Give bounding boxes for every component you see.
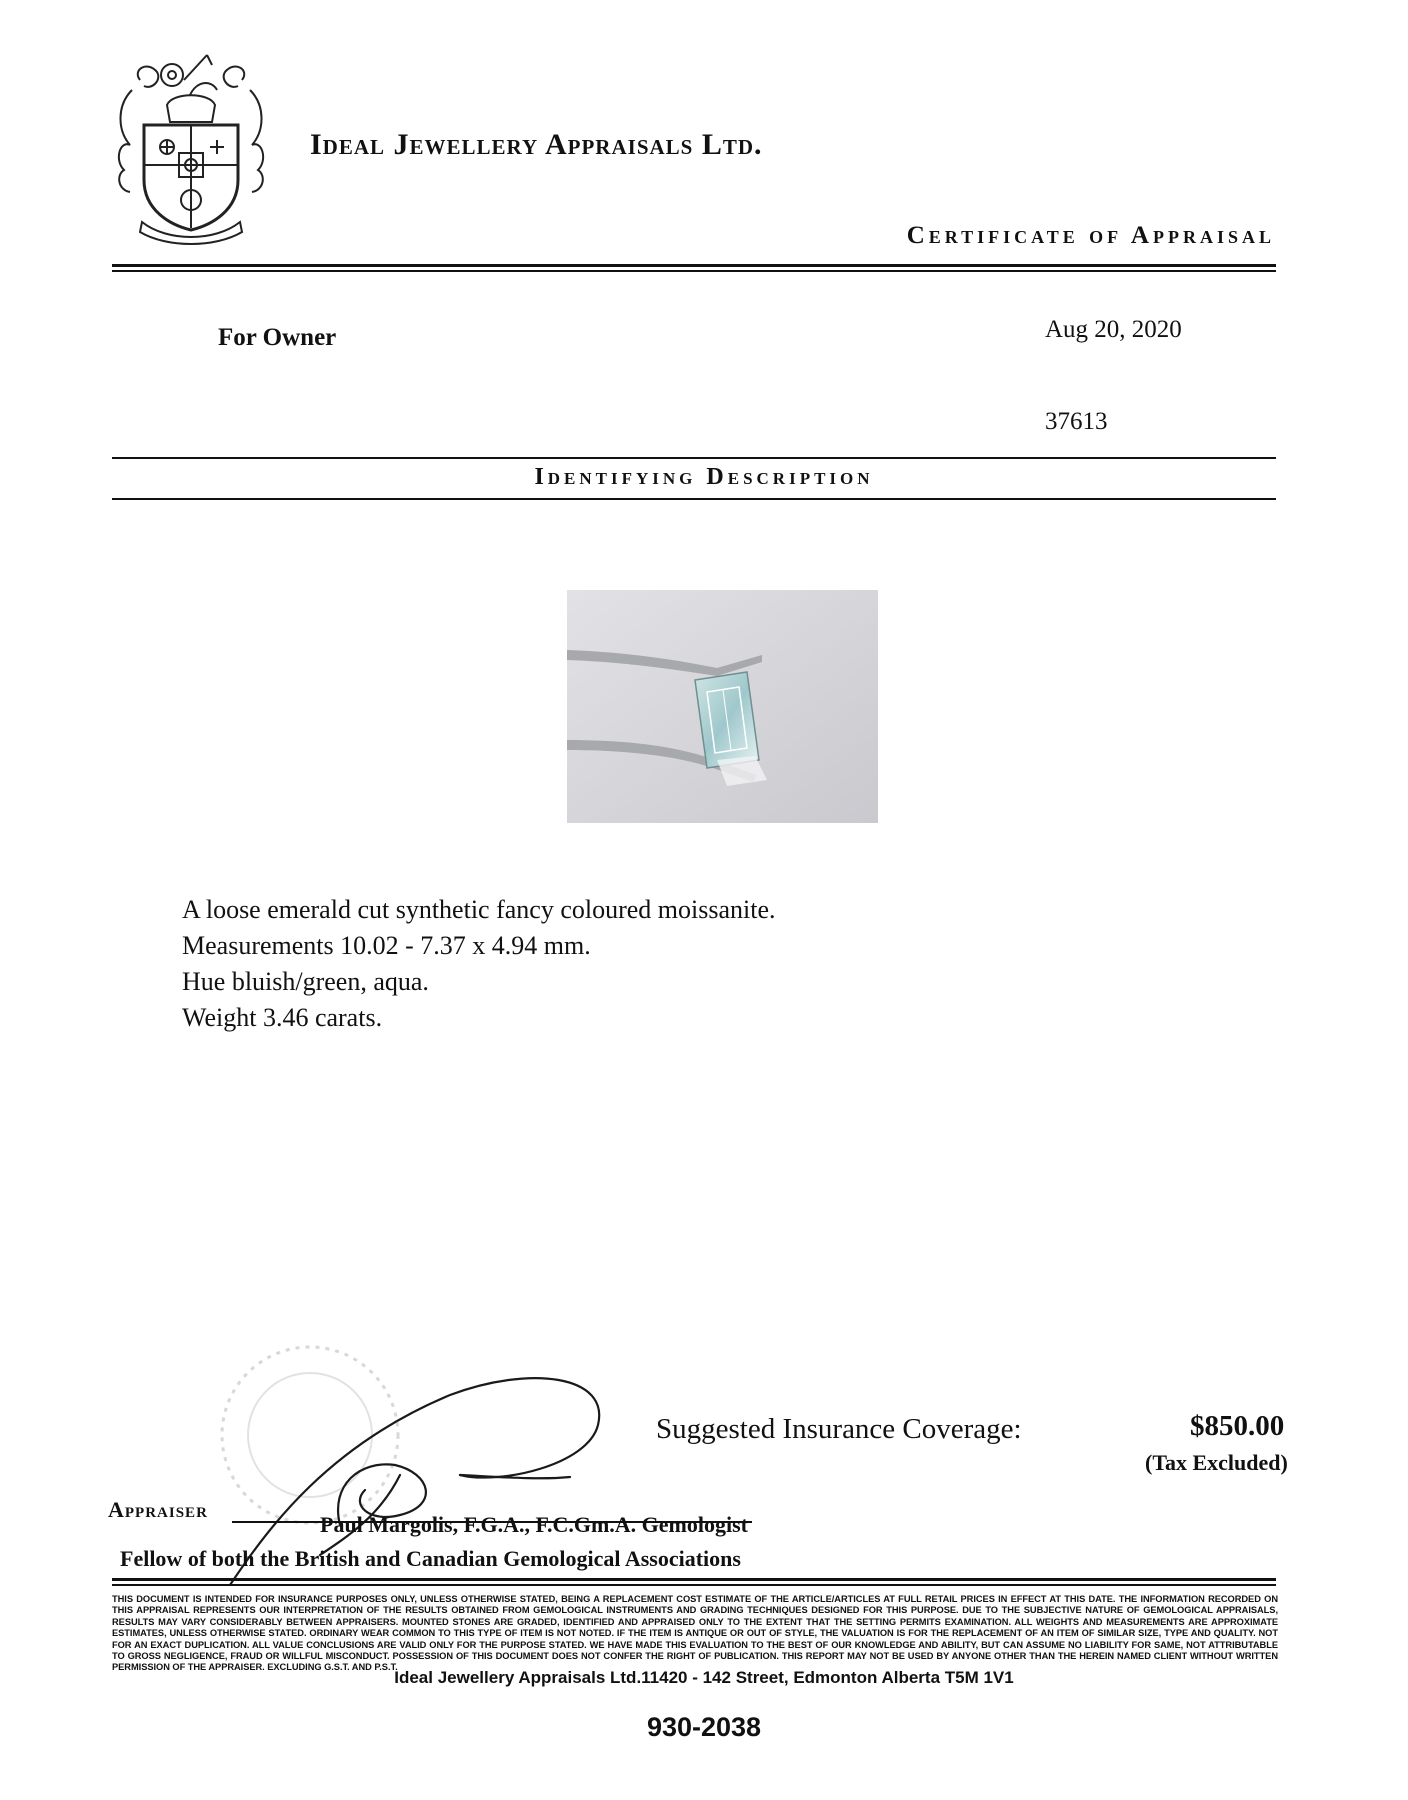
description-line-4: Weight 3.46 carats.: [182, 1003, 383, 1032]
footer-divider-thin: [112, 1584, 1276, 1586]
section-divider-top: [112, 457, 1276, 459]
certificate-number: 37613: [1045, 408, 1108, 435]
appraisal-date: Aug 20, 2020: [1045, 316, 1182, 343]
gemstone-photo: [567, 590, 878, 823]
description-line-1: A loose emerald cut synthetic fancy coloured moissanite.: [182, 895, 776, 924]
header-divider-thin: [112, 270, 1276, 272]
footer-phone: 930-2038: [646, 1712, 762, 1742]
appraiser-label: Appraiser: [108, 1497, 208, 1522]
legal-disclaimer: THIS DOCUMENT IS INTENDED FOR INSURANCE PURPOSES ONLY, UNLESS OTHERWISE STATED, BEING A REPLACEMENT COST ESTIMATE OF THE ARTICLE/ARTICLES AT FULL RETAIL PRICES IN EFFECT AT THIS DATE. THE INFORMATION RECORDED ON THIS APPRAISAL REPRESENTS OUR INTERPRETATION OF THE RESULTS OBTAINED FROM GEMOLOGICAL INSTRUMENTS AND GRADING TECHNIQUES DESIGNED FOR THIS PURPOSE. DUE TO THE SUBJECTIVE NATURE OF GEMOLOGICAL APPRAISALS, RESULTS MAY VARY CONSIDERABLY BETWEEN APPRAISERS. MOUNTED STONES ARE GRADED, IDENTIFIED AND APPRAISED ONLY TO THE EXTENT THAT THE SETTING PERMITS EXAMINATION. ALL WEIGHTS AND MEASUREMENTS ARE APPROXIMATE ESTIMATES, UNLESS OTHERWISE STATED. ORDINARY WEAR COMMON TO THIS TYPE OF ITEM IS NOT NOTED. IF THE ITEM IS ANTIQUE OR OUT OF STYLE, THE VALUATION IS FOR THE REPLACEMENT OF AN ITEM OF SIMILAR SIZE, TYPE AND QUALITY. NOT FOR AN EXACT DUPLICATION. ALL VALUE CONCLUSIONS ARE VALID ONLY FOR THE PURPOSE STATED. WE HAVE MADE THIS EVALUATION TO THE BEST OF OUR KNOWLEDGE AND ABILITY, BUT CAN ASSUME NO LIABILITY FOR SAME, NOT ATTRIBUTABLE TO GROSS NEGLIGENCE, FRAUD OR WILLFUL MISCONDUCT. POSSESSION OF THIS DOCUMENT DOES NOT CONFER THE RIGHT OF PUBLICATION. THIS REPORT MAY NOT BE USED BY ANYONE OTHER THAN THE HEREIN NAMED CLIENT WITHOUT WRITTEN PERMISSION OF THE APPRAISER. EXCLUDING G.S.T. AND P.S.T.: [112, 1594, 1278, 1673]
section-title: Identifying Description: [534, 464, 874, 490]
company-name: Ideal Jewellery Appraisals Ltd.: [310, 128, 763, 161]
tax-note: (Tax Excluded): [1145, 1450, 1288, 1475]
insurance-value: $850.00: [1190, 1410, 1285, 1442]
description-line-2: Measurements 10.02 - 7.37 x 4.94 mm.: [182, 931, 591, 960]
description-line-3: Hue bluish/green, aqua.: [182, 967, 429, 996]
section-divider-bottom: [112, 498, 1276, 500]
insurance-label: Suggested Insurance Coverage:: [656, 1413, 1022, 1445]
certificate-title: Certificate of Appraisal: [906, 222, 1275, 249]
appraiser-fellowship: Fellow of both the British and Canadian Gemological Associations: [120, 1546, 741, 1571]
footer-address: Ideal Jewellery Appraisals Ltd.11420 - 142 Street, Edmonton Alberta T5M 1V1: [394, 1668, 1014, 1687]
appraiser-name: Paul Margolis, F.G.A., F.C.Gm.A. Gemologist: [320, 1512, 748, 1537]
coat-of-arms-logo: [112, 50, 270, 245]
header-divider: [112, 264, 1276, 267]
owner-label: For Owner: [218, 324, 337, 351]
footer-divider: [112, 1578, 1276, 1581]
